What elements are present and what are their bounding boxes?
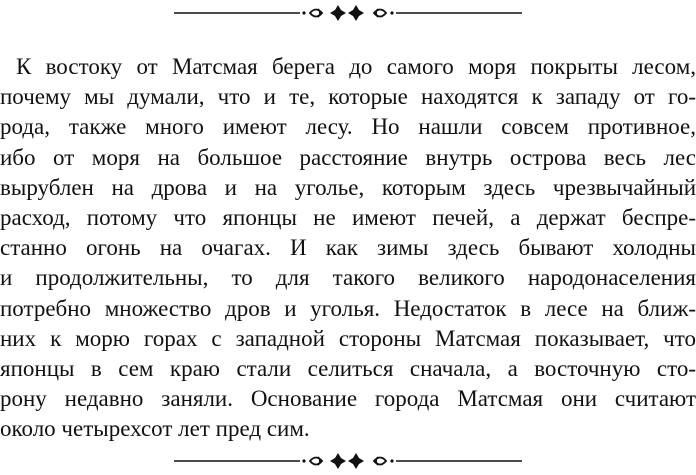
ornamental-divider-icon [172,4,524,22]
text-line-1: К востоку от Матсмая берега до самого моря покрыты лесом, [16,54,696,79]
text-line-13: около четырехсот лет пред сим. [0,416,310,442]
text-line-7: станно огонь на очагах. И как зимы здесь бывают холодны [0,235,696,261]
text-line-11: японцы в сем краю стали селиться сначала, а восточную сто- [0,355,696,381]
text-line-8: и продолжительны, то для такого великого народонаселения [0,265,696,291]
text-line-2: почему мы думали, что и те, которые находятся к западу от го- [0,84,696,110]
top-ornamental-divider [172,4,524,22]
text-line-12: рону недавно заняли. Основание города Матсмая они считают [0,386,696,412]
ornamental-divider-icon [172,452,524,470]
text-line-5: вырублен на дрова и на уголье, которым здесь чрезвычайный [0,174,696,200]
bottom-ornamental-divider [172,452,524,470]
text-line-4: ибо от моря на большое расстояние внутрь острова весь лес [0,144,696,170]
text-line-10: них к морю горах с западной стороны Матсмая показывает, что [0,325,696,351]
text-line-9: потребно множество дров и уголья. Недостаток в лесе на ближ- [0,295,696,321]
document-text [0,52,696,444]
text-line-3: рода, также много имеют лесу. Но нашли совсем противное, [0,114,696,140]
text-line-6: расход, потому что японцы не имеют печей, а держат беспре- [0,204,696,230]
